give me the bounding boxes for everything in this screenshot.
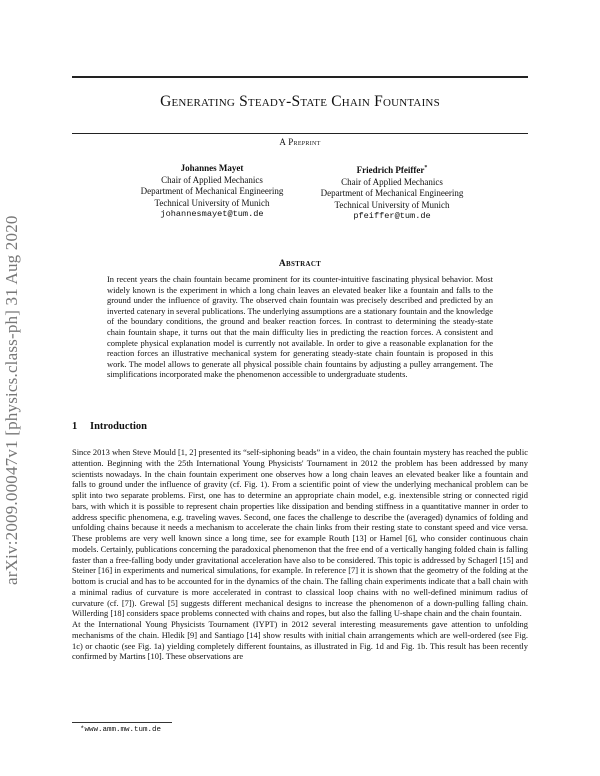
author-name-text: Friedrich Pfeiffer <box>356 165 425 175</box>
author-chair: Chair of Applied Mechanics <box>341 176 443 187</box>
section-number: 1 <box>72 421 78 432</box>
author-university: Technical University of Munich <box>334 199 450 210</box>
abstract-text: In recent years the chain fountain became prominent for its counter-intuitive fascinating physical behavior. Most widely known is the experiment in which a long chain leaves an elevated beaker like a fountain and falls to the ground under the influence of gravity. The observed chain fountain was precisely described and predicted by an inverted catenary in several publications. The underlying assumptions are a stationary fountain and the knowledge of the boundary conditions, the ground and beaker reaction forces. In contrast to determining the steady-state chain fountain shape, it turns out that the main difficulty lies in predicting the reaction forces. A consistent and complete physical explanation model is currently not available. In order to give a reasonable explanation for the reaction forces an illustrative mechanical system for generating steady-state chain fountain is proposed in this work. The model allows to generate all physical possible chain fountains by adjusting a pulley arrangement. The simplifications incorporated make the phenomenon accessible to undergraduate students. <box>107 274 493 380</box>
footnote-rule <box>72 722 172 723</box>
abstract-heading: Abstract <box>278 259 322 269</box>
author-block <box>112 163 312 221</box>
author-email: pfeiffer@tum.de <box>353 211 431 221</box>
author-chair: Chair of Applied Mechanics <box>161 174 263 185</box>
section-title: Introduction <box>90 421 147 432</box>
author-name <box>292 163 492 177</box>
title-rule-bottom <box>72 133 528 134</box>
author-university: Technical University of Munich <box>154 197 270 208</box>
arxiv-watermark: arXiv:2009.00047v1 [physics.class-ph] 31 Aug 2020 <box>2 215 21 585</box>
paper-title: Generating Steady-State Chain Fountains <box>160 93 440 110</box>
footnote: *www.amm.mw.tum.de <box>80 726 162 734</box>
intro-paragraph: At the International Young Physicists Tournament (IYPT) in 2012 several interesting measurements gave attention to unfolding mechanisms of the chain. Hledik [9] and Santiago [14] show results with initial chain arrangements which are well-ordered (see Fig. 1c) or chaotic (see Fig. 1a) yielding completely different fountains, as illustrated in Fig. 1d and Fig. 1b. This result has been recently confirmed by Martins [10]. These observations are <box>72 619 528 662</box>
intro-paragraph: Since 2013 when Steve Mould [1, 2] presented its “self-siphoning beads” in a video, the chain fountain mystery has reached the public attention. Beginning with the 25th International Young Physicists' Tournament in 2012 the problem has been addressed by many scientists nowadays. In the chain fountain experiment one observes how a long chain leaves an elevated beaker like a fountain and falls to ground under the influence of gravity (cf. Fig. 1). From a scientific point of view the underlying mechanical problem can be split into two separate problems. First, one has to determine an appropriate chain model, e.g. inextensible string or connected rigid bars, with which it is possible to represent chain properties like dissipation and bending stiffness in a quantitative manner in order to address specific phenomena, e.g. traveling waves. Second, one faces the challenge to describe the (averaged) dynamics of folding and unfolding chains because it needs a mechanism to accelerate the chain links from their resting state to constant speed and vice versa. These problems are very well known since a long time, see for example Routh [13] or Hamel [6], who consider continuous chain models. Certainly, publications concerning the paradoxical phenomenon that the free end of a vertically hanging folded chain is falling faster than a free-falling body under gravitational acceleration have also to be considered. This topic is addressed by Schagerl [15] and Steiner [16] in experiments and numerical simulations, for example. In reference [7] it is shown that the geometry of the folding at the bottom is crucial and has to be accounted for in the dynamics of the chain. The falling chain experiments indicate that a ball chain with a minimal radius of curvature is more accelerated in contrast to classical loop chains with no well-defined minimum radius of curvature (cf. [7]). Grewal [5] suggests different mechanical designs to increase the phenomenon of a down-pulling falling chain. Willerding [18] considers space problems connected with chains and ropes, but also the falling U-shape chain and the chain fountain. <box>72 447 528 619</box>
author-block <box>292 163 492 223</box>
footnote-marker: * <box>424 165 428 171</box>
introduction-body <box>72 447 528 662</box>
author-department: Department of Mechanical Engineering <box>140 186 284 196</box>
section-heading <box>72 421 147 432</box>
title-rule-top <box>72 76 528 78</box>
author-department: Department of Mechanical Engineering <box>320 188 464 198</box>
author-email: johannesmayet@tum.de <box>160 209 264 219</box>
author-name: Johannes Mayet <box>180 163 244 173</box>
preprint-label: A Preprint <box>279 137 321 147</box>
